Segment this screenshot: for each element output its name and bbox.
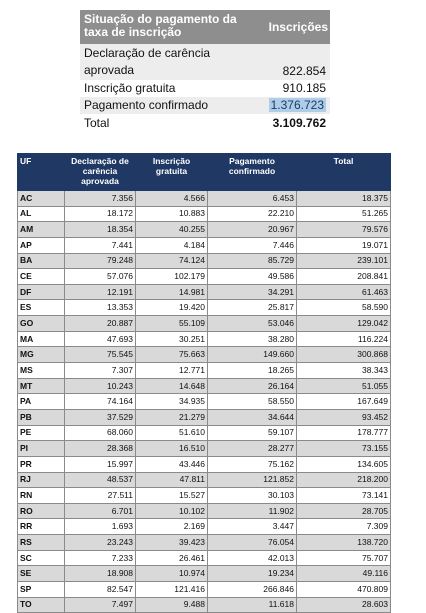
cell-pagamento: 59.107 [208, 425, 297, 441]
cell-total: 167.649 [297, 394, 391, 410]
cell-uf: MS [18, 363, 65, 379]
table-row [18, 191, 391, 207]
cell-pagamento: 11.618 [208, 597, 297, 613]
cell-gratuita: 12.771 [136, 363, 208, 379]
cell-total: 218.200 [297, 472, 391, 488]
cell-total: 239.101 [297, 253, 391, 269]
table-row [18, 472, 391, 488]
cell-uf: RR [18, 519, 65, 535]
cell-uf: ES [18, 300, 65, 316]
summary-row-label: Pagamento confirmado [84, 98, 209, 112]
table-row [18, 300, 391, 316]
cell-uf: SE [18, 566, 65, 582]
cell-total: 51.055 [297, 378, 391, 394]
cell-pagamento: 42.013 [208, 550, 297, 566]
cell-pagamento: 22.210 [208, 206, 297, 222]
cell-total: 129.042 [297, 316, 391, 332]
table-row [18, 347, 391, 363]
cell-gratuita: 15.527 [136, 488, 208, 504]
col-header-total: Total [297, 154, 391, 191]
cell-pagamento: 28.277 [208, 441, 297, 457]
cell-gratuita: 14.648 [136, 378, 208, 394]
table-row [18, 269, 391, 285]
cell-uf: PI [18, 441, 65, 457]
cell-gratuita: 10.102 [136, 503, 208, 519]
cell-gratuita: 74.124 [136, 253, 208, 269]
cell-carencia: 15.997 [65, 456, 136, 472]
cell-gratuita: 14.981 [136, 284, 208, 300]
cell-pagamento: 121.852 [208, 472, 297, 488]
cell-gratuita: 4.184 [136, 237, 208, 253]
cell-total: 300.868 [297, 347, 391, 363]
table-row [18, 394, 391, 410]
summary-header [80, 10, 330, 44]
cell-uf: PA [18, 394, 65, 410]
table-row [18, 363, 391, 379]
table-row [18, 378, 391, 394]
cell-uf: PR [18, 456, 65, 472]
cell-uf: TO [18, 597, 65, 613]
cell-carencia: 7.233 [65, 550, 136, 566]
states-table-body [18, 191, 391, 613]
cell-carencia: 12.191 [65, 284, 136, 300]
cell-carencia: 28.368 [65, 441, 136, 457]
cell-total: 178.777 [297, 425, 391, 441]
cell-total: 28.603 [297, 597, 391, 613]
cell-pagamento: 34.644 [208, 409, 297, 425]
table-row [18, 597, 391, 613]
cell-pagamento: 19.234 [208, 566, 297, 582]
states-header-row [18, 154, 391, 191]
table-row [18, 206, 391, 222]
cell-uf: AP [18, 237, 65, 253]
summary-header-label: Situação do pagamento da taxa de inscrição [84, 12, 237, 39]
table-row [18, 316, 391, 332]
cell-carencia: 74.164 [65, 394, 136, 410]
table-row [18, 441, 391, 457]
cell-pagamento: 58.550 [208, 394, 297, 410]
table-row [18, 425, 391, 441]
cell-carencia: 82.547 [65, 582, 136, 598]
cell-gratuita: 21.279 [136, 409, 208, 425]
cell-gratuita: 102.179 [136, 269, 208, 285]
summary-row-label: Total [84, 116, 110, 130]
cell-total: 470.809 [297, 582, 391, 598]
cell-uf: RN [18, 488, 65, 504]
cell-uf: MG [18, 347, 65, 363]
cell-pagamento: 149.660 [208, 347, 297, 363]
cell-carencia: 27.511 [65, 488, 136, 504]
cell-carencia: 20.887 [65, 316, 136, 332]
table-row [18, 237, 391, 253]
cell-carencia: 18.354 [65, 222, 136, 238]
cell-carencia: 68.060 [65, 425, 136, 441]
cell-gratuita: 34.935 [136, 394, 208, 410]
cell-uf: AL [18, 206, 65, 222]
cell-uf: RS [18, 535, 65, 551]
cell-carencia: 6.701 [65, 503, 136, 519]
cell-pagamento: 30.103 [208, 488, 297, 504]
cell-pagamento: 26.164 [208, 378, 297, 394]
cell-gratuita: 16.510 [136, 441, 208, 457]
table-row [18, 284, 391, 300]
table-row [18, 331, 391, 347]
cell-gratuita: 51.610 [136, 425, 208, 441]
cell-carencia: 7.356 [65, 191, 136, 207]
col-header-gratuita: Inscrição gratuita [136, 154, 208, 191]
cell-pagamento: 34.291 [208, 284, 297, 300]
cell-gratuita: 10.883 [136, 206, 208, 222]
cell-total: 116.224 [297, 331, 391, 347]
cell-total: 19.071 [297, 237, 391, 253]
cell-uf: AM [18, 222, 65, 238]
cell-carencia: 10.243 [65, 378, 136, 394]
table-row [18, 582, 391, 598]
cell-carencia: 75.545 [65, 347, 136, 363]
cell-total: 38.343 [297, 363, 391, 379]
cell-carencia: 7.307 [65, 363, 136, 379]
cell-pagamento: 75.162 [208, 456, 297, 472]
cell-uf: PE [18, 425, 65, 441]
table-row [18, 503, 391, 519]
summary-table [80, 10, 330, 132]
table-row [18, 409, 391, 425]
cell-gratuita: 75.663 [136, 347, 208, 363]
summary-row-carencia [80, 44, 330, 80]
cell-carencia: 18.908 [65, 566, 136, 582]
cell-carencia: 1.693 [65, 519, 136, 535]
cell-total: 79.576 [297, 222, 391, 238]
cell-pagamento: 266.846 [208, 582, 297, 598]
cell-uf: PB [18, 409, 65, 425]
cell-pagamento: 20.967 [208, 222, 297, 238]
cell-uf: CE [18, 269, 65, 285]
cell-total: 28.705 [297, 503, 391, 519]
cell-uf: GO [18, 316, 65, 332]
cell-gratuita: 121.416 [136, 582, 208, 598]
cell-carencia: 18.172 [65, 206, 136, 222]
cell-total: 134.605 [297, 456, 391, 472]
cell-gratuita: 9.488 [136, 597, 208, 613]
cell-carencia: 7.441 [65, 237, 136, 253]
cell-uf: SC [18, 550, 65, 566]
summary-row-label: Declaração de carência aprovada [84, 46, 211, 77]
col-header-carencia: Declaração de carência aprovada [65, 154, 136, 191]
cell-pagamento: 85.729 [208, 253, 297, 269]
cell-carencia: 37.529 [65, 409, 136, 425]
cell-gratuita: 10.974 [136, 566, 208, 582]
cell-total: 75.707 [297, 550, 391, 566]
cell-total: 208.841 [297, 269, 391, 285]
summary-row-total [80, 114, 330, 132]
cell-carencia: 13.353 [65, 300, 136, 316]
summary-row-pagamento [80, 97, 330, 114]
cell-gratuita: 43.446 [136, 456, 208, 472]
cell-total: 18.375 [297, 191, 391, 207]
cell-pagamento: 49.586 [208, 269, 297, 285]
cell-gratuita: 40.255 [136, 222, 208, 238]
cell-gratuita: 55.109 [136, 316, 208, 332]
summary-row-label: Inscrição gratuita [84, 81, 176, 95]
cell-pagamento: 25.817 [208, 300, 297, 316]
cell-carencia: 48.537 [65, 472, 136, 488]
cell-total: 73.141 [297, 488, 391, 504]
col-header-pagamento: Pagamento confirmado [208, 154, 297, 191]
cell-total: 51.265 [297, 206, 391, 222]
cell-total: 73.155 [297, 441, 391, 457]
cell-gratuita: 39.423 [136, 535, 208, 551]
cell-carencia: 47.693 [65, 331, 136, 347]
summary-row-gratuita [80, 80, 330, 97]
cell-total: 138.720 [297, 535, 391, 551]
cell-carencia: 57.076 [65, 269, 136, 285]
cell-total: 49.116 [297, 566, 391, 582]
cell-pagamento: 11.902 [208, 503, 297, 519]
cell-uf: RJ [18, 472, 65, 488]
summary-row-value-highlighted: 1.376.723 [270, 98, 324, 112]
cell-uf: MT [18, 378, 65, 394]
cell-total: 93.452 [297, 409, 391, 425]
cell-uf: MA [18, 331, 65, 347]
states-table [17, 153, 391, 613]
cell-uf: BA [18, 253, 65, 269]
col-header-uf: UF [18, 154, 65, 191]
cell-gratuita: 19.420 [136, 300, 208, 316]
cell-total: 61.463 [297, 284, 391, 300]
cell-uf: RO [18, 503, 65, 519]
table-row [18, 535, 391, 551]
summary-row-value: 822.854 [282, 64, 326, 78]
cell-carencia: 23.243 [65, 535, 136, 551]
cell-pagamento: 7.446 [208, 237, 297, 253]
cell-uf: AC [18, 191, 65, 207]
summary-header-value: Inscrições [268, 20, 328, 34]
summary-row-value-cell [252, 97, 330, 114]
table-row [18, 456, 391, 472]
cell-gratuita: 4.566 [136, 191, 208, 207]
table-row [18, 488, 391, 504]
cell-pagamento: 6.453 [208, 191, 297, 207]
cell-total: 7.309 [297, 519, 391, 535]
table-row [18, 519, 391, 535]
cell-pagamento: 3.447 [208, 519, 297, 535]
cell-gratuita: 47.811 [136, 472, 208, 488]
table-row [18, 253, 391, 269]
cell-uf: DF [18, 284, 65, 300]
cell-pagamento: 76.054 [208, 535, 297, 551]
summary-row-value: 3.109.762 [272, 116, 326, 130]
table-row [18, 566, 391, 582]
cell-pagamento: 18.265 [208, 363, 297, 379]
cell-total: 58.590 [297, 300, 391, 316]
cell-gratuita: 26.461 [136, 550, 208, 566]
cell-pagamento: 38.280 [208, 331, 297, 347]
cell-gratuita: 2.169 [136, 519, 208, 535]
table-row [18, 222, 391, 238]
cell-pagamento: 53.046 [208, 316, 297, 332]
cell-uf: SP [18, 582, 65, 598]
cell-carencia: 7.497 [65, 597, 136, 613]
summary-row-value: 910.185 [282, 81, 326, 95]
cell-gratuita: 30.251 [136, 331, 208, 347]
cell-carencia: 79.248 [65, 253, 136, 269]
